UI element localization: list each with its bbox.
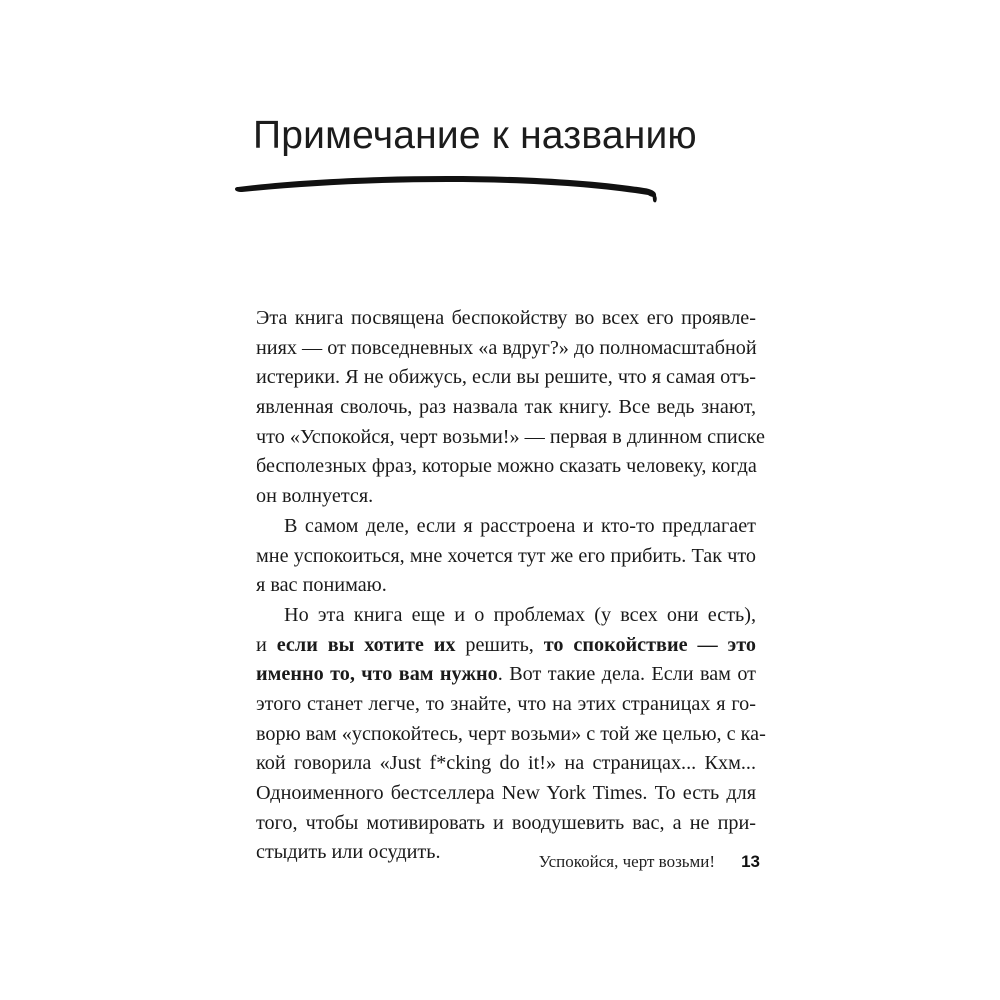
text-line: ворю вам «успокойтесь, черт возьми» с той же целью, с ка-: [256, 722, 766, 745]
text-run: . Вот такие дела. Если вам от: [497, 663, 756, 686]
text-run: решить,: [455, 633, 544, 656]
text-line: В самом деле, если я расстроена и кто-то предлагает: [284, 514, 756, 537]
text-line: бесполезных фраз, которые можно сказать человеку, когда: [256, 455, 757, 478]
text-line: явленная сволочь, раз назвала так книгу. Все ведь знают,: [256, 396, 756, 419]
text-line: истерики. Я не обижусь, если вы решите, что я самая отъ-: [256, 366, 756, 389]
chapter-title: Примечание к названию: [253, 114, 697, 157]
text-line: Но эта книга еще и о проблемах (у всех они есть),: [284, 603, 756, 626]
text-line-mixed: [256, 660, 756, 690]
brush-stroke-underline: [232, 170, 662, 210]
bold-run: именно то, что вам нужно: [256, 663, 498, 686]
text-line: кой говорила «Just f*cking do it!» на страницах... Кхм...: [256, 752, 756, 775]
page-number: 13: [741, 852, 760, 871]
text-line: стыдить или осудить.: [256, 841, 441, 864]
bold-run: то спокойствие — это: [543, 633, 756, 656]
text-line: что «Успокойся, черт возьми!» — первая в длинном списке: [256, 425, 765, 448]
text-line: Эта книга посвящена беспокойству во всех его проявле-: [256, 307, 756, 329]
text-run: и: [256, 633, 277, 656]
text-line: ниях — от повседневных «а вдруг?» до полномасштабной: [256, 336, 757, 359]
text-line: мне успокоиться, мне хочется тут же его прибить. Так что: [256, 544, 756, 567]
text-line: Одноименного бестселлера New York Times. То есть для: [256, 782, 756, 804]
running-head: Успокойся, черт возьми!: [538, 852, 716, 871]
bold-run: если вы хотите их: [276, 633, 456, 656]
page-footer: [520, 852, 760, 882]
text-line: он волнуется.: [256, 485, 374, 508]
text-line: того, чтобы мотивировать и воодушевить вас, а не при-: [256, 811, 756, 834]
body-text: [256, 304, 766, 868]
text-line: этого станет легче, то знайте, что на этих страницах я го-: [256, 692, 756, 715]
text-line-mixed: [256, 631, 756, 661]
text-line: я вас понимаю.: [256, 574, 387, 597]
